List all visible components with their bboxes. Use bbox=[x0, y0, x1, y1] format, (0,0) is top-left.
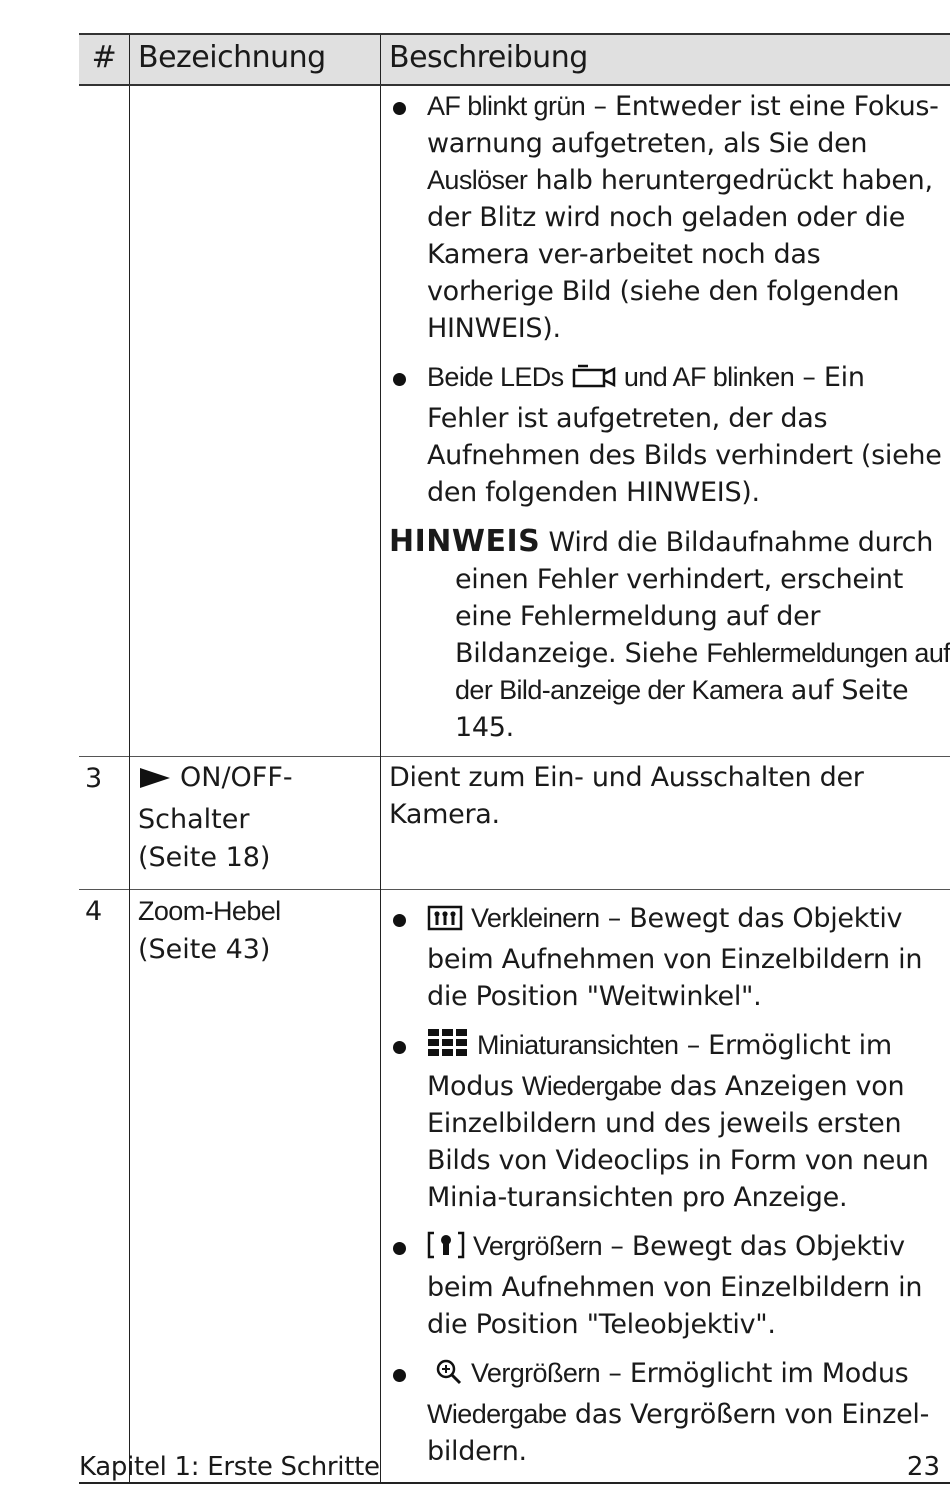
bullet-term: Miniaturansichten bbox=[477, 1030, 679, 1060]
row-name-text: ON/OFF-Schalter bbox=[138, 762, 293, 835]
error-messages-reference: Fehlermeldungen auf der Bild-anzeige der Kamera bbox=[455, 638, 950, 705]
magnify-icon bbox=[435, 1358, 463, 1396]
bullet-term: Vergrößern bbox=[471, 1358, 601, 1388]
note-label: HINWEIS bbox=[389, 524, 541, 559]
led-bullet-list bbox=[389, 88, 950, 511]
bullet-term-continued: und AF blinken bbox=[623, 362, 795, 392]
playback-reference: Wiedergabe bbox=[521, 1071, 662, 1101]
note-block bbox=[389, 523, 950, 756]
list-item bbox=[389, 900, 950, 1015]
cell-number-empty bbox=[79, 85, 130, 757]
row-number: 3 bbox=[79, 757, 130, 890]
header-description: Beschreibung bbox=[381, 34, 950, 85]
header-number: # bbox=[79, 34, 130, 85]
row-number: 4 bbox=[79, 890, 130, 1484]
bullet-text: – Bewegt das Objektiv beim Aufnehmen von Einzelbildern in die Position "Teleobjektiv". bbox=[427, 1231, 923, 1340]
footer-chapter: Kapitel 1: Erste Schritte bbox=[79, 1452, 380, 1482]
bullet-text: – Entweder ist eine Fokus-warnung aufgetreten, als Sie den bbox=[427, 91, 939, 159]
bullet-text: – Ermöglicht im Modus bbox=[600, 1358, 909, 1389]
bullet-text: – Ein Fehler ist aufgetreten, der das Aufnehmen des Bilds verhindert (siehe den folgenden HINWEIS). bbox=[427, 362, 942, 508]
list-item bbox=[389, 1228, 950, 1343]
table-row bbox=[79, 890, 950, 1484]
list-item bbox=[389, 1355, 950, 1470]
list-item bbox=[389, 88, 950, 347]
bullet-text-continued: halb heruntergedrückt haben, der Blitz wird noch geladen oder die Kamera ver-arbeitet noch das vorherige Bild (siehe den folgenden HINWEIS). bbox=[427, 165, 933, 344]
feature-table bbox=[79, 33, 950, 1484]
row-description bbox=[381, 890, 950, 1484]
telephoto-icon bbox=[427, 1231, 465, 1269]
thumbnails-icon bbox=[427, 1028, 469, 1068]
row-name bbox=[130, 890, 381, 1484]
video-icon bbox=[572, 363, 616, 400]
row-description: Dient zum Ein- und Ausschalten der Kamera. bbox=[381, 757, 950, 890]
note-text: einen Fehler verhindert, erscheint eine Fehlermeldung auf der Bildanzeige. Siehe bbox=[455, 564, 903, 669]
note-body bbox=[389, 561, 950, 746]
bullet-text-continued: das Vergrößern von Einzel-bildern. bbox=[427, 1399, 930, 1467]
header-name: Bezeichnung bbox=[130, 34, 381, 85]
list-item bbox=[389, 359, 950, 511]
row-page-ref: (Seite 18) bbox=[138, 842, 271, 873]
note-first-line: Wird die Bildaufnahme durch bbox=[548, 527, 934, 558]
table-header-row bbox=[79, 34, 950, 85]
shutter-reference: Auslöser bbox=[427, 165, 528, 195]
playback-reference: Wiedergabe bbox=[427, 1399, 567, 1429]
bullet-term: Vergrößern bbox=[473, 1231, 603, 1261]
row-name bbox=[130, 757, 381, 890]
list-item bbox=[389, 1027, 950, 1216]
cell-description bbox=[381, 85, 950, 757]
row-page-ref: (Seite 43) bbox=[138, 934, 271, 965]
bullet-term: Beide LEDs bbox=[427, 362, 564, 392]
table-row-continued bbox=[79, 85, 950, 757]
bullet-term: Verkleinern bbox=[471, 903, 600, 933]
bullet-text-continued: das Anzeigen von Einzelbildern und des jeweils ersten Bilds von Videoclips in Form von neun Minia-turansichten pro Anzeige. bbox=[427, 1071, 929, 1213]
footer-page-number: 23 bbox=[906, 1452, 940, 1482]
table-row bbox=[79, 757, 950, 890]
power-icon bbox=[138, 763, 172, 801]
row-name-text: Zoom-Hebel bbox=[138, 896, 281, 926]
bullet-text: – Ermöglicht im Modus bbox=[427, 1030, 892, 1102]
zoom-bullet-list bbox=[389, 900, 950, 1470]
note-text-continued: auf Seite 145. bbox=[455, 675, 909, 743]
wide-angle-icon bbox=[427, 904, 463, 941]
cell-name-empty bbox=[130, 85, 381, 757]
bullet-text: – Bewegt das Objektiv beim Aufnehmen von Einzelbildern in die Position "Weitwinkel". bbox=[427, 903, 923, 1012]
bullet-term: AF blinkt grün bbox=[427, 91, 586, 121]
